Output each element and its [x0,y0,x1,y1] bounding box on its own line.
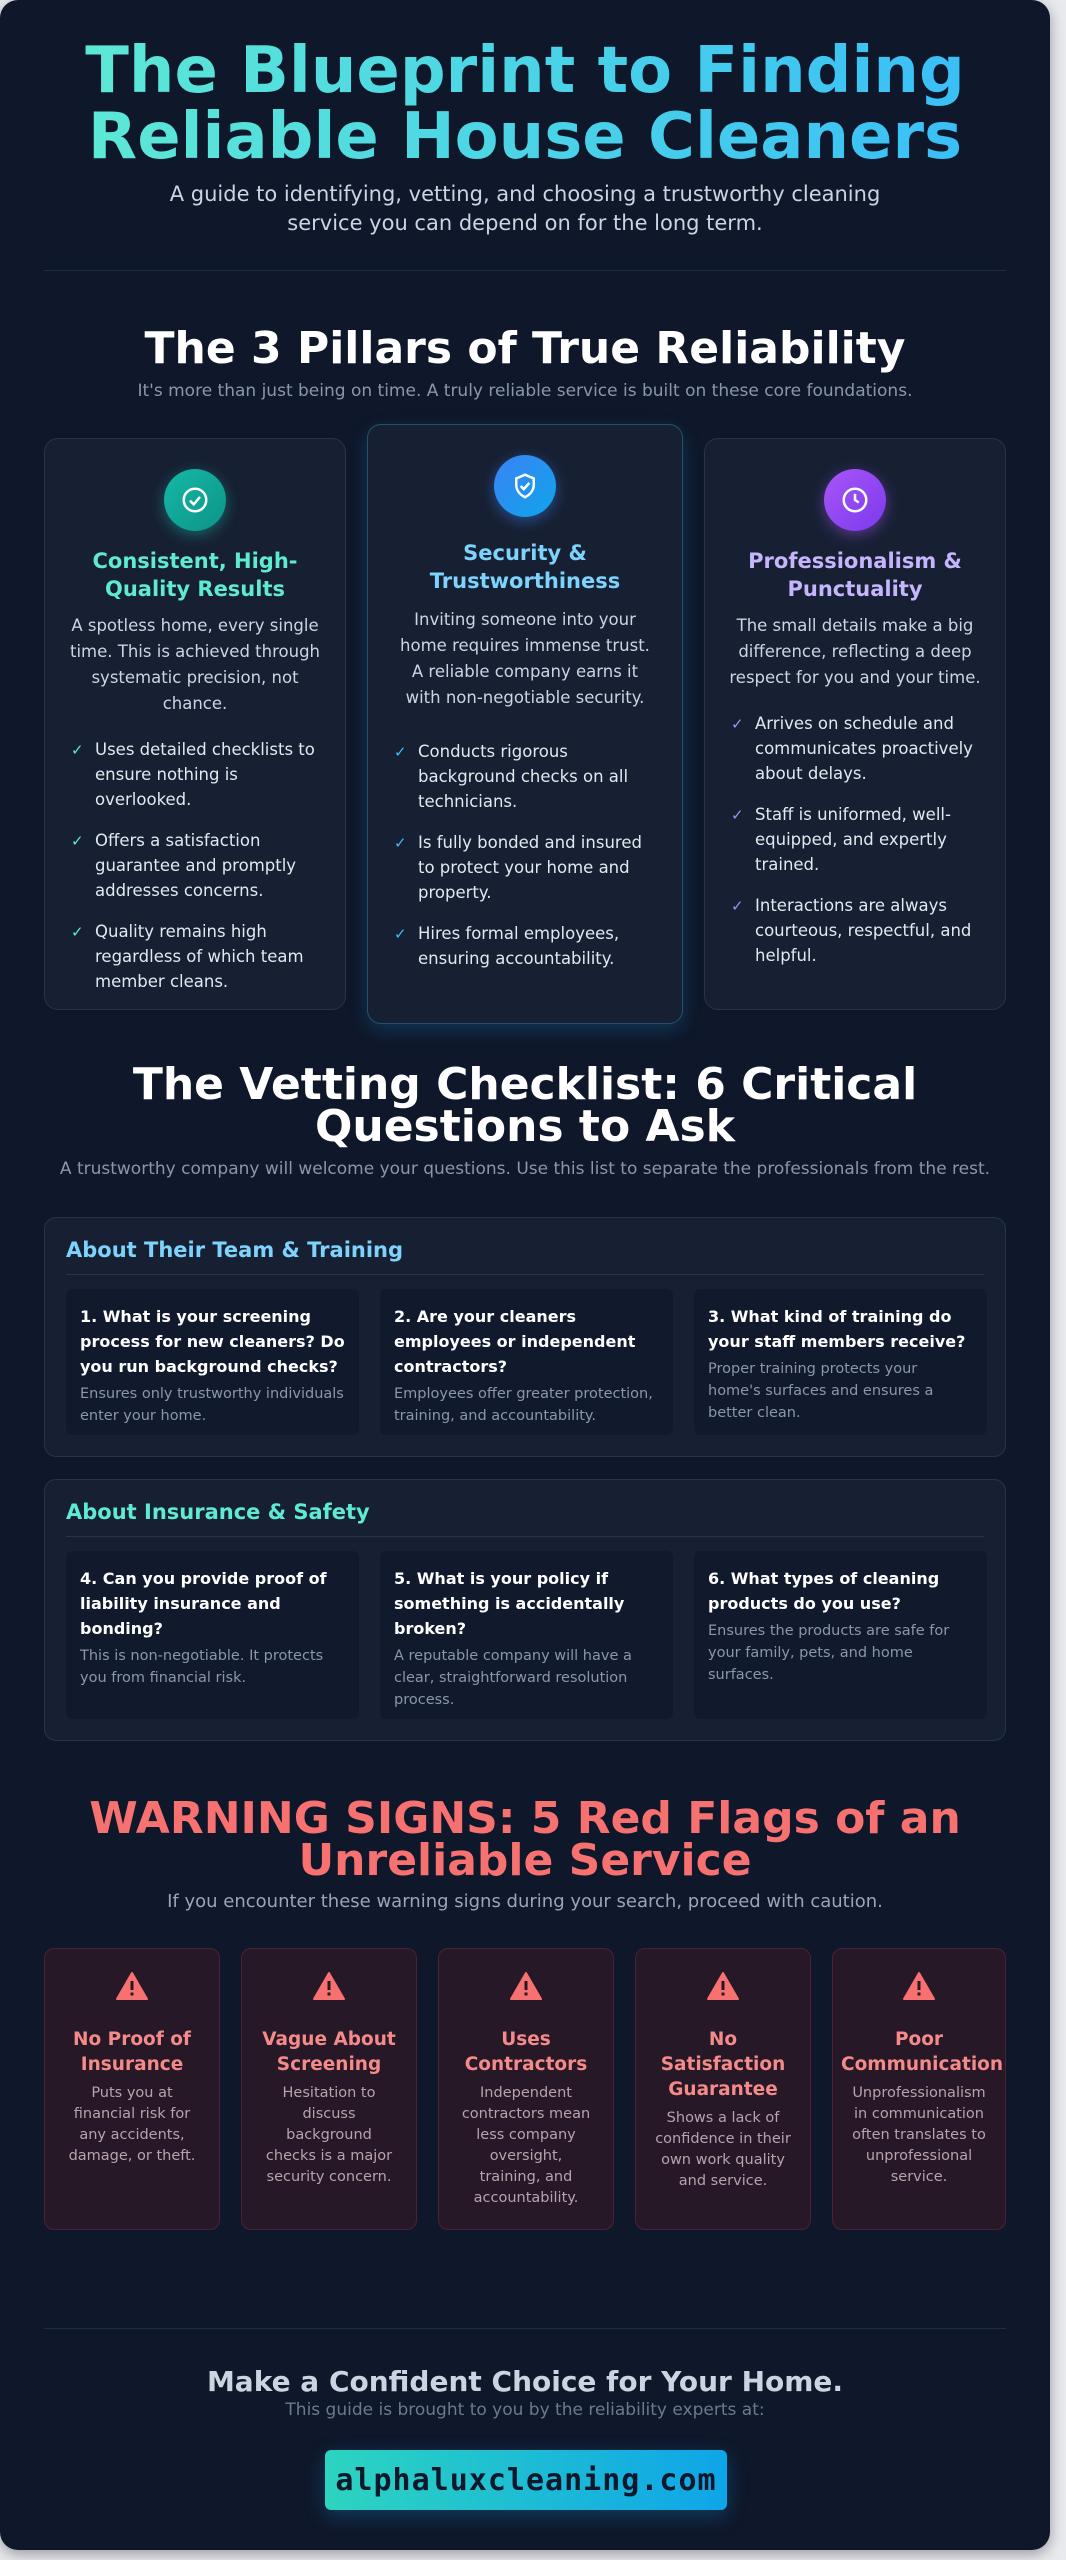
hero-title-line2: Reliable House Cleaners [87,100,963,174]
question-text: 1. What is your screening process for new cleaners? Do you run background checks? [80,1307,345,1376]
divider [44,270,1006,271]
divider [66,1274,984,1275]
red-flag-card [438,1948,614,2230]
flag-description: Unprofessionalism in communication often translates to unprofessional service. [852,2085,986,2185]
question-group-team [44,1217,1006,1457]
pillar-card-security [367,424,683,1024]
list-item: ✓ Is fully bonded and insured to protect your home and property. [394,833,642,902]
check-icon: ✓ [71,832,84,850]
clock-icon [824,469,886,531]
hero-subtitle-line2: service you can depend on for the long term. [287,211,763,235]
group-title: About Insurance & Safety [66,1500,370,1524]
flag-title: Poor Communication [841,2029,1004,2075]
check-icon: ✓ [394,925,407,943]
question-card [694,1289,987,1435]
question-card [66,1289,359,1435]
pillars-subtitle: It's more than just being on time. A truly reliable service is built on these core foundations. [137,381,913,401]
check-icon: ✓ [731,897,744,915]
red-flag-card [241,1948,417,2230]
red-flag-card [44,1948,220,2230]
flag-title: Uses Contractors [464,2029,588,2075]
list-item: ✓ Quality remains high regardless of which team member cleans. [71,922,304,991]
warning-triangle-icon [510,1971,542,2001]
divider [44,2328,1006,2329]
flag-title: Vague About Screening [262,2029,396,2075]
list-item: ✓ Hires formal employees, ensuring accountability. [394,924,620,968]
answer-text: Ensures only trustworthy individuals enter your home. [80,1386,344,1424]
check-icon: ✓ [731,806,744,824]
answer-text: A reputable company will have a clear, straightforward resolution process. [394,1648,632,1708]
question-text: 2. Are your cleaners employees or independent contractors? [394,1307,636,1376]
warning-subtitle: If you encounter these warning signs during your search, proceed with caution. [167,1891,883,1912]
red-flag-card [635,1948,811,2230]
red-flag-card [832,1948,1006,2230]
pillars-title: The 3 Pillars of True Reliability [144,323,906,374]
group-title: About Their Team & Training [66,1238,404,1262]
list-item: ✓ Staff is uniformed, well-equipped, and expertly trained. [731,805,951,874]
flag-description: Shows a lack of confidence in their own work quality and service. [655,2110,791,2189]
warning-triangle-icon [313,1971,345,2001]
pillar-title: Professionalism & Punctuality [748,549,962,601]
list-item: ✓ Conducts rigorous background checks on all technicians. [394,742,629,811]
flag-title: No Satisfaction Guarantee [660,2029,786,2100]
answer-text: Proper training protects your home's surfaces and ensures a better clean. [708,1361,934,1421]
answer-text: Employees offer greater protection, training, and accountability. [394,1386,653,1424]
check-icon: ✓ [394,743,407,761]
flag-description: Hesitation to discuss background checks is a major security concern. [265,2085,393,2185]
pillar-list [394,739,656,987]
checklist-subtitle: A trustworthy company will welcome your questions. Use this list to separate the professionals from the rest. [59,1159,991,1179]
question-text: 6. What types of cleaning products do you use? [708,1569,940,1613]
check-icon: ✓ [71,741,84,759]
checklist-title: The Vetting Checklist: 6 Critical Questions to Ask [132,1059,918,1152]
question-text: 5. What is your policy if something is accidentally broken? [394,1569,625,1638]
list-item: ✓ Interactions are always courteous, respectful, and helpful. [731,896,972,965]
warning-triangle-icon [116,1971,148,2001]
check-icon: ✓ [394,834,407,852]
list-item: ✓ Offers a satisfaction guarantee and promptly addresses concerns. [71,831,297,900]
warning-triangle-icon [903,1971,935,2001]
question-card [66,1551,359,1719]
flag-description: Independent contractors mean less company oversight, training, and accountability. [461,2085,591,2206]
check-circle-icon [164,469,226,531]
list-item: ✓ Arrives on schedule and communicates proactively about delays. [731,714,973,783]
pillar-list [731,711,979,984]
question-text: 4. Can you provide proof of liability insurance and bonding? [80,1569,327,1638]
pillar-card-quality [44,438,346,1010]
pillar-title: Security & Trustworthiness [429,541,621,593]
pillar-description: Inviting someone into your home requires immense trust. A reliable company earns it with non-negotiable security. [400,610,650,707]
hero-title [44,34,1006,174]
flag-description: Puts you at financial risk for any accidents, damage, or theft. [68,2085,196,2164]
divider [66,1536,984,1537]
flag-title: No Proof of Insurance [73,2029,191,2075]
footer-subtitle: This guide is brought to you by the reliability experts at: [285,2400,765,2420]
question-card [694,1551,987,1719]
hero-subtitle-line1: A guide to identifying, vetting, and choosing a trustworthy cleaning [169,182,881,206]
question-text: 3. What kind of training do your staff members receive? [708,1307,966,1351]
answer-text: This is non-negotiable. It protects you from financial risk. [80,1648,324,1686]
question-card [380,1289,673,1435]
pillar-description: A spotless home, every single time. This is achieved through systematic precision, not chance. [70,616,320,713]
check-icon: ✓ [71,923,84,941]
check-icon: ✓ [731,715,744,733]
pillar-title: Consistent, High- Quality Results [92,549,298,601]
question-group-insurance [44,1479,1006,1741]
question-card [380,1551,673,1719]
hero-subtitle [44,180,1006,238]
footer-title: Make a Confident Choice for Your Home. [206,2365,844,2398]
pillar-card-professionalism [704,438,1006,1010]
list-item: ✓ Uses detailed checklists to ensure nothing is overlooked. [71,740,315,809]
pillar-list [71,737,319,1010]
answer-text: Ensures the products are safe for your family, pets, and home surfaces. [708,1623,950,1683]
pillar-description: The small details make a big difference, reflecting a deep respect for you and your time. [729,616,981,687]
hero-title-line1: The Blueprint to Finding [85,34,965,108]
website-link-button[interactable]: alphaluxcleaning.com [325,2450,727,2510]
shield-check-icon [494,455,556,517]
warning-triangle-icon [707,1971,739,2001]
warning-title: WARNING SIGNS: 5 Red Flags of an Unreliable Service [89,1793,961,1886]
